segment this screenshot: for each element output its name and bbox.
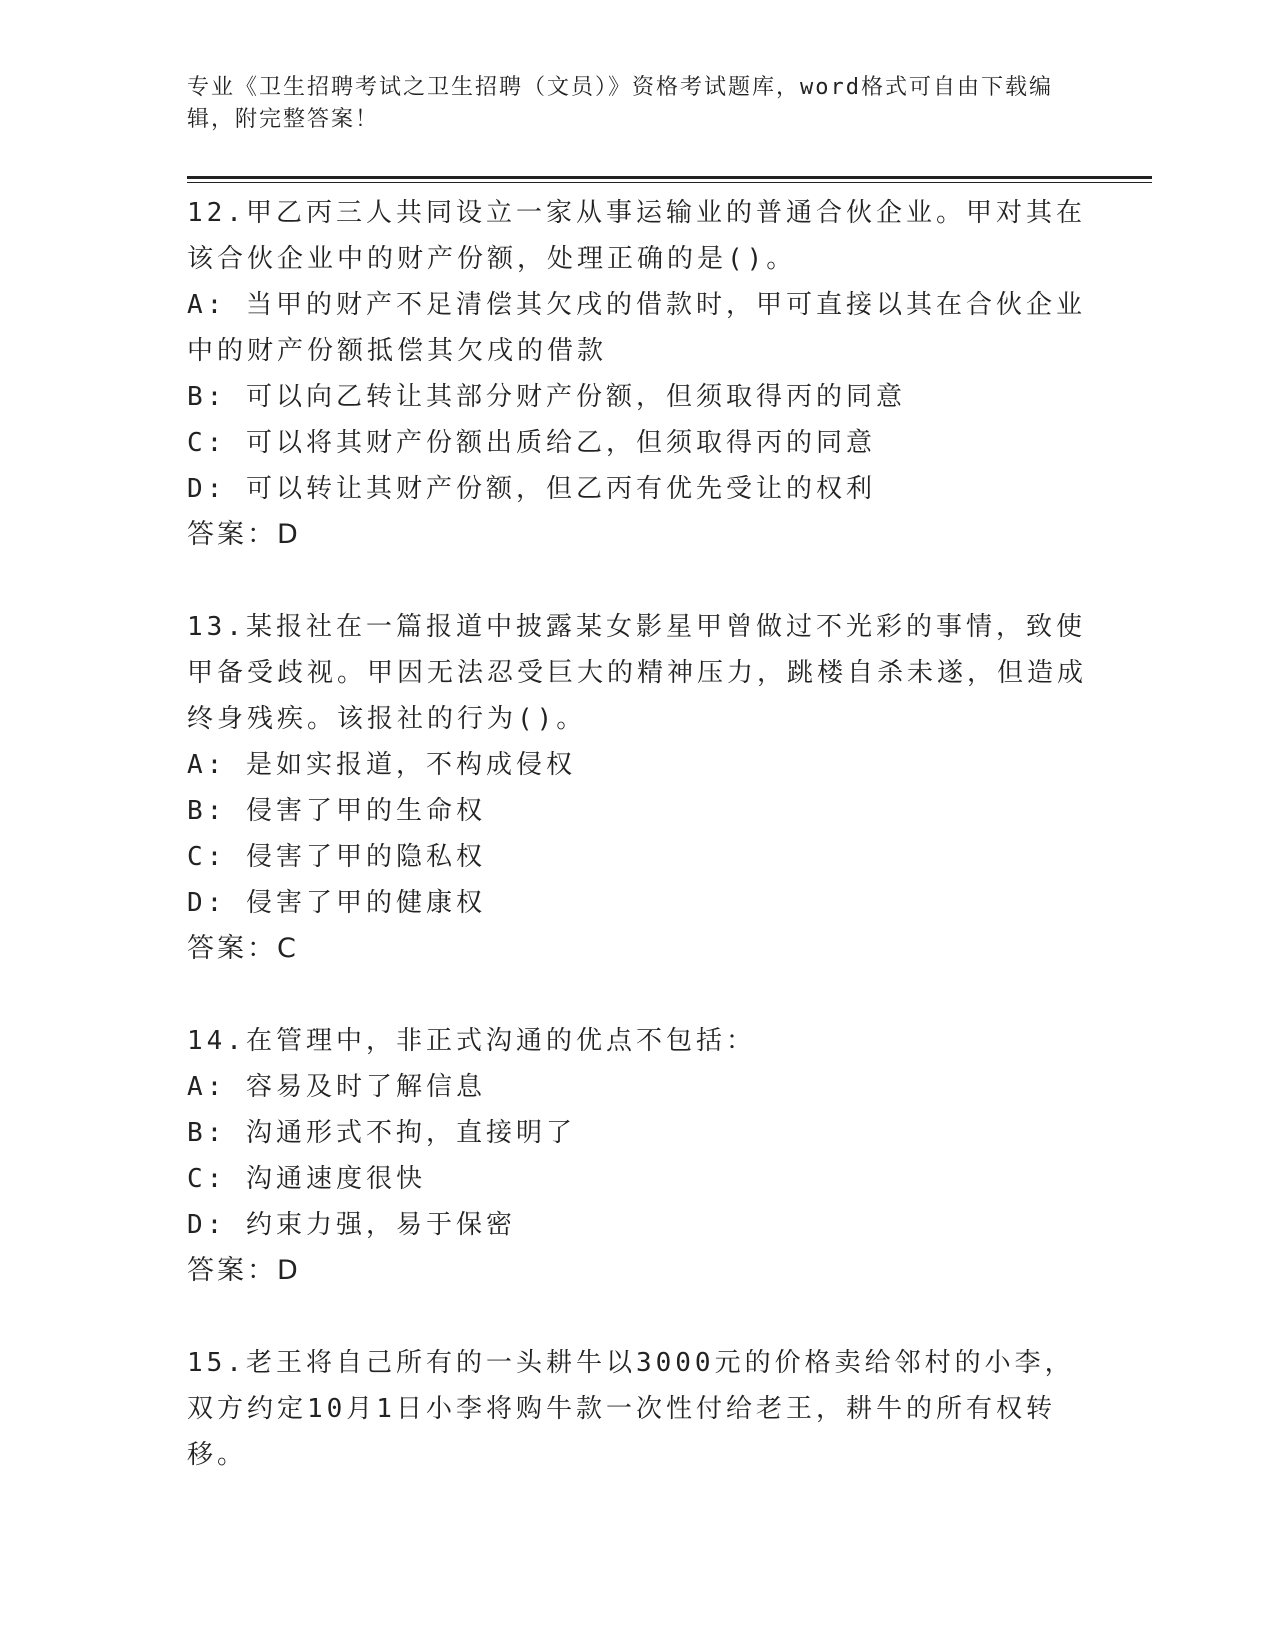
option-d: D: 约束力强，易于保密 <box>187 1210 516 1240</box>
header-rule-thick <box>187 176 1152 179</box>
option-a: A: 当甲的财产不足清偿其欠戌的借款时，甲可直接以其在合伙企业中的财产份额抵偿其欠戌的借款 <box>187 290 1086 366</box>
question-12 <box>187 190 1087 558</box>
question-stem: 13.某报社在一篇报道中披露某女影星甲曾做过不光彩的事情，致使甲备受歧视。甲因无法忍受巨大的精神压力，跳楼自杀未遂，但造成终身残疾。该报社的行为()。 <box>187 612 1088 734</box>
answer-line: 答案：D <box>187 1255 301 1286</box>
option-c: C: 侵害了甲的隐私权 <box>187 842 486 872</box>
option-b: B: 可以向乙转让其部分财产份额，但须取得丙的同意 <box>187 382 906 412</box>
header-rule-thin <box>187 182 1152 183</box>
option-a: A: 是如实报道，不构成侵权 <box>187 750 576 780</box>
question-stem: 14.在管理中，非正式沟通的优点不包括： <box>187 1026 756 1056</box>
option-b: B: 沟通形式不拘，直接明了 <box>187 1118 576 1148</box>
question-stem: 12.甲乙丙三人共同设立一家从事运输业的普通合伙企业。甲对其在该合伙企业中的财产份额，处理正确的是()。 <box>187 198 1086 274</box>
option-b: B: 侵害了甲的生命权 <box>187 796 486 826</box>
option-c: C: 沟通速度很快 <box>187 1164 426 1194</box>
question-stem: 15.老王将自己所有的一头耕牛以3000元的价格卖给邻村的小李，双方约定10月1日小李将购牛款一次性付给老王，耕牛的所有权转移。 <box>187 1348 1075 1470</box>
option-d: D: 侵害了甲的健康权 <box>187 888 486 918</box>
question-14 <box>187 1018 1087 1294</box>
option-d: D: 可以转让其财产份额，但乙丙有优先受让的权利 <box>187 474 876 504</box>
document-header: 专业《卫生招聘考试之卫生招聘（文员）》资格考试题库，word格式可自由下载编辑，附完整答案！ <box>187 75 1053 132</box>
option-c: C: 可以将其财产份额出质给乙，但须取得丙的同意 <box>187 428 876 458</box>
question-13 <box>187 604 1087 972</box>
answer-line: 答案：C <box>187 933 299 964</box>
question-list <box>187 190 1087 1524</box>
answer-line: 答案：D <box>187 519 301 550</box>
option-a: A: 容易及时了解信息 <box>187 1072 486 1102</box>
question-15 <box>187 1340 1087 1478</box>
